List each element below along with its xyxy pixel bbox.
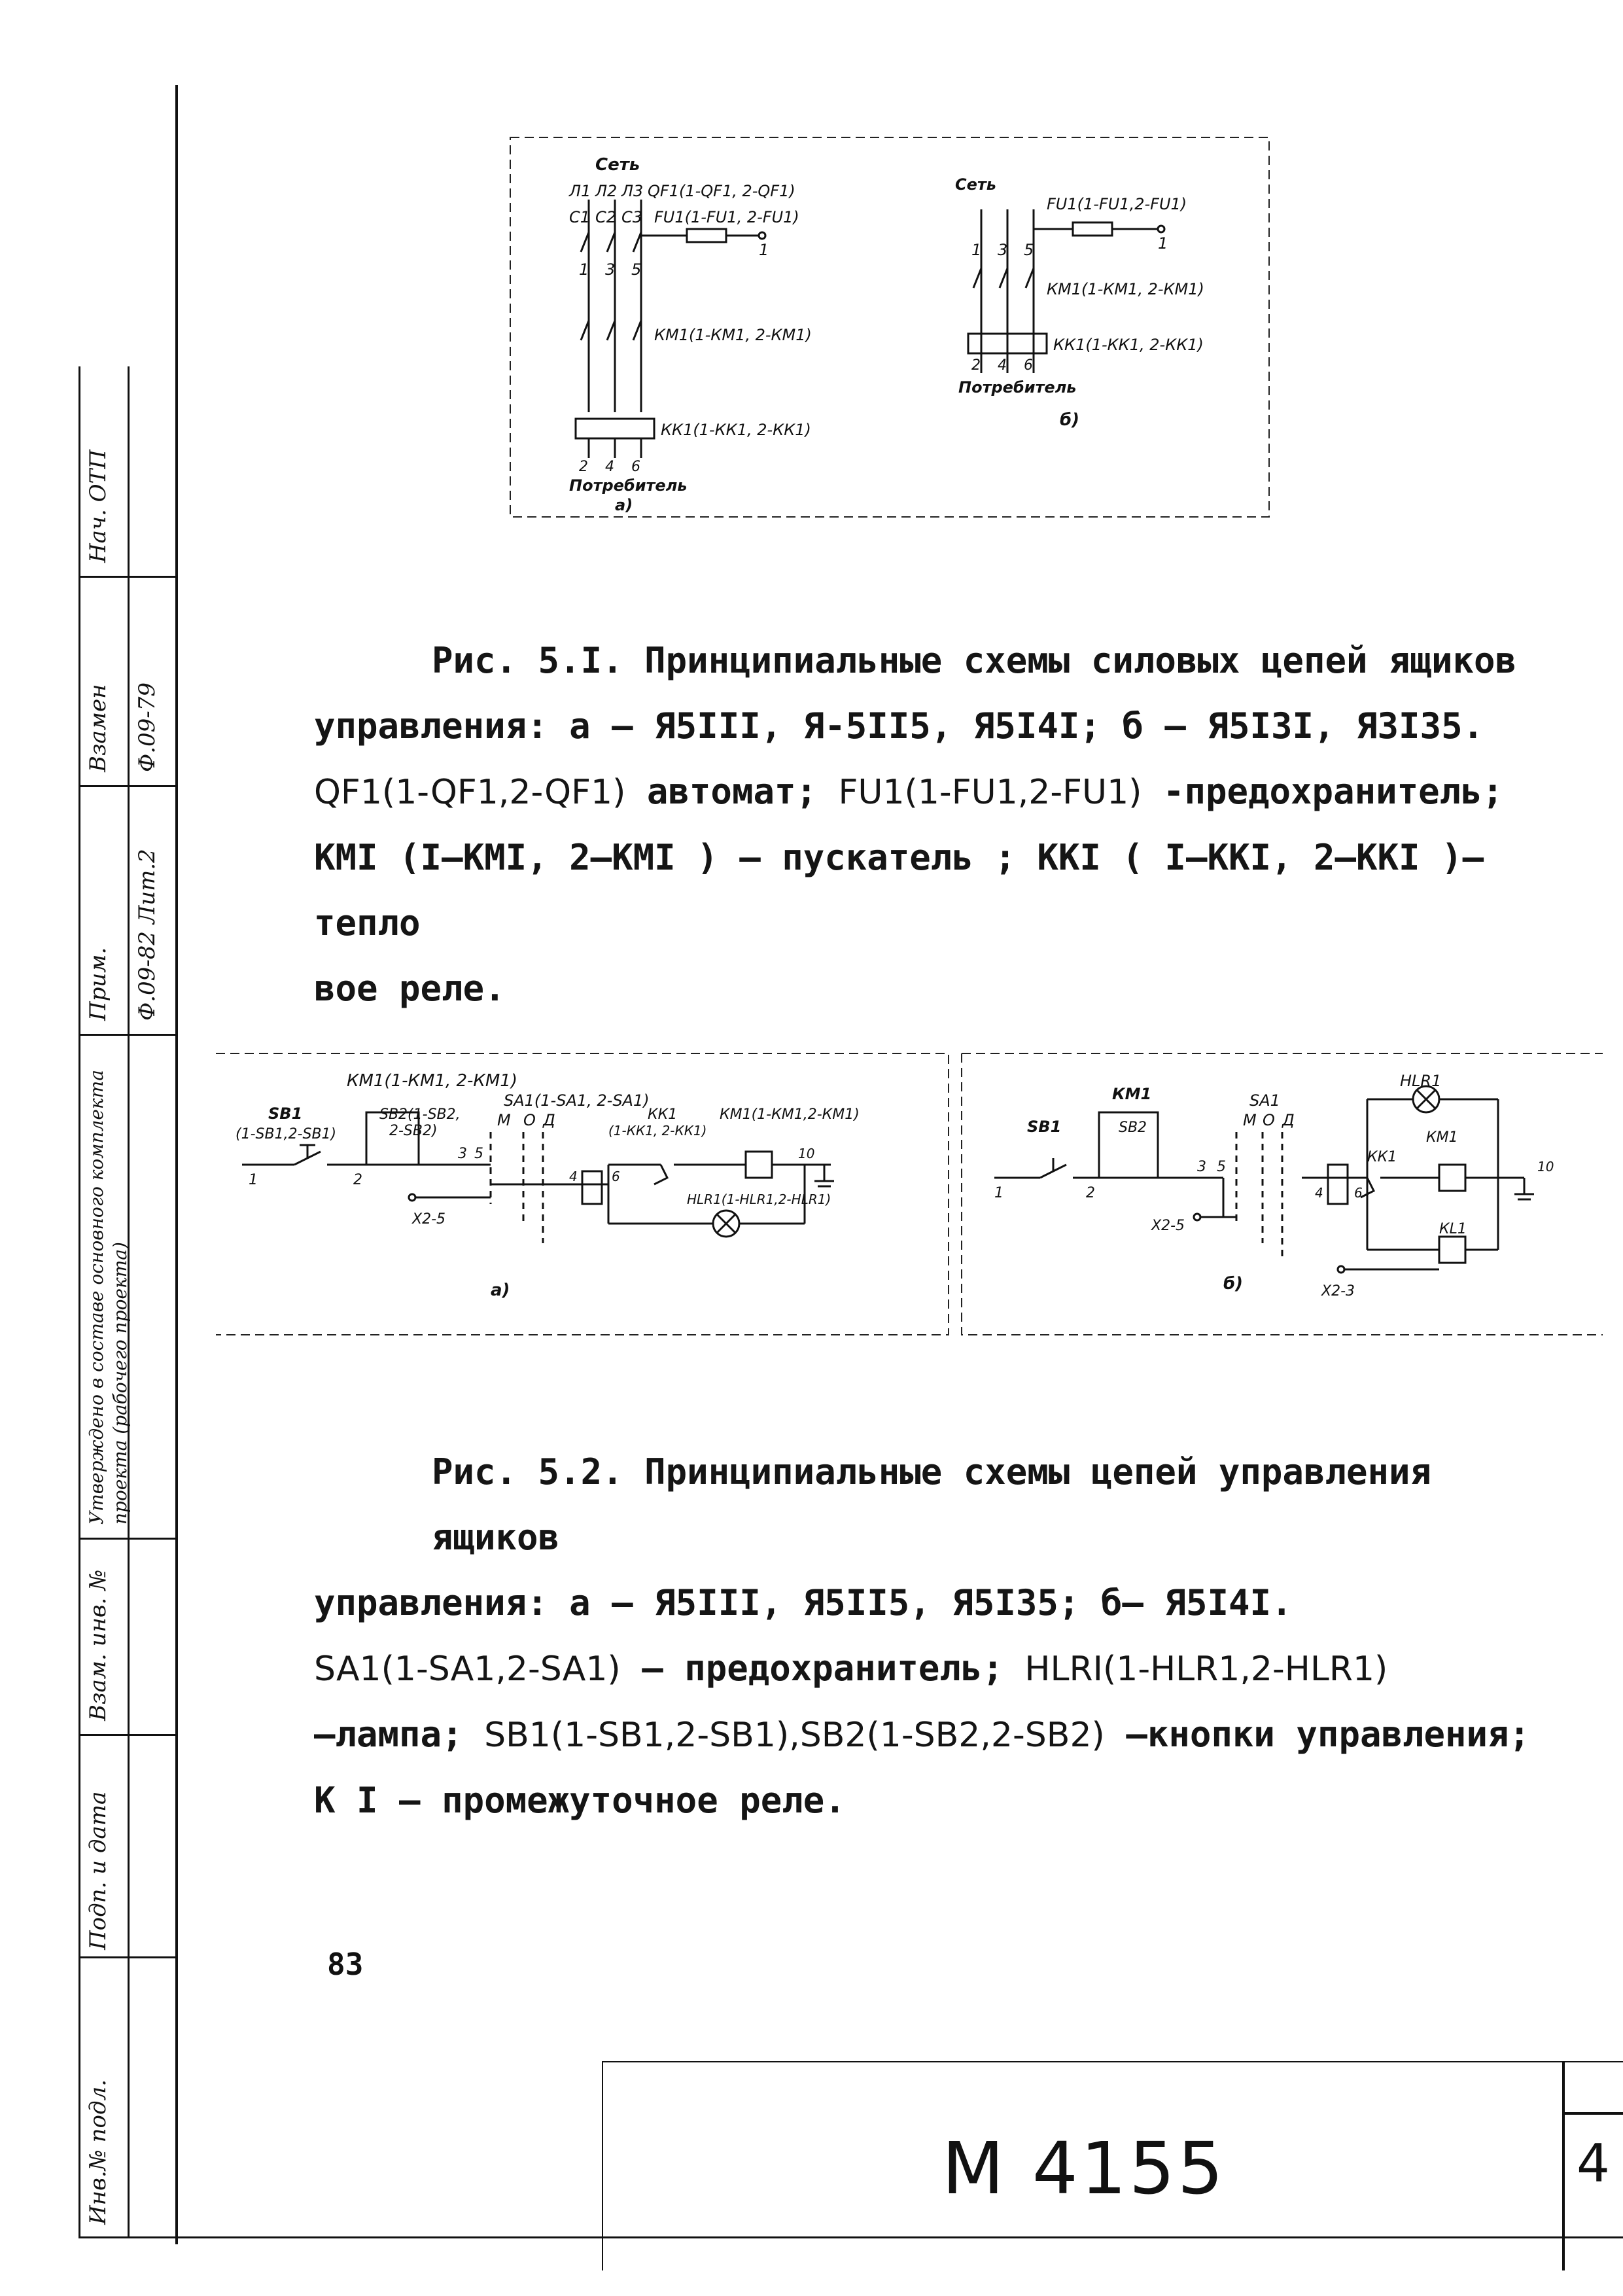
caption2-line3 (314, 1636, 1557, 1702)
sheet-number: 4 (1577, 2133, 1610, 2194)
fig1b-label: б) (1060, 410, 1080, 430)
title-block (602, 2061, 1623, 2270)
fig2a-n2: 2 (353, 1172, 362, 1188)
fig1a-l2: Л2 (595, 182, 618, 200)
fig2b-n5: 5 (1217, 1159, 1226, 1175)
fig1a-c2: С2 (595, 208, 617, 226)
fig1b-kk1: КК1(1-КК1, 2-КК1) (1053, 336, 1204, 354)
fig1a-l3: Л3 (621, 182, 644, 200)
fig1a-fu1: FU1(1-FU1, 2-FU1) (654, 208, 799, 226)
fig2b-sb2: SB2 (1119, 1120, 1147, 1136)
fig2b-m: М (1243, 1111, 1257, 1129)
caption1-line2: управления: а – Я5III, Я-5II5, Я5I4I; б – Я5I3I, Я3I35. (314, 705, 1484, 747)
fig1b-b2: 2 (971, 357, 981, 374)
stamp-inv-number: Инв.№ подл. (85, 2079, 111, 2225)
fig2b-n2: 2 (1086, 1185, 1095, 1201)
fig2b-n4: 4 (1315, 1185, 1323, 1201)
fig1b-network-label: Сеть (955, 175, 996, 194)
document-number: М 4155 (942, 2127, 1226, 2210)
fig1a-label: а) (615, 496, 633, 514)
fig2a-kk1-sub: (1-КК1, 2-КК1) (608, 1123, 707, 1139)
fig2b-label: б) (1223, 1274, 1244, 1294)
fig2a-n4: 4 (569, 1169, 578, 1184)
fig2a-n1: 1 (249, 1172, 258, 1188)
fig2b-n6: 6 (1354, 1185, 1363, 1201)
fig1b-fu1: FU1(1-FU1,2-FU1) (1047, 195, 1187, 213)
fig2b-o: О (1263, 1111, 1275, 1129)
fig2b-sb1: SB1 (1027, 1118, 1062, 1136)
fig2a-hlr1: HLR1(1-HLR1,2-HLR1) (687, 1192, 831, 1207)
fig1a-b4: 4 (605, 459, 614, 475)
fig1a-b2: 2 (579, 459, 588, 475)
caption2-sb-buttons: SB1(1-SB1,2-SB1),SB2(1-SB2,2-SB2) (484, 1716, 1105, 1755)
caption1-line4: КМI (I–КМI, 2–КМI ) – пускатель ; ККI ( I–ККI, 2–ККI )– тепло (314, 837, 1484, 944)
power-circuit-diagrams (497, 124, 1282, 543)
fig2b-n1: 1 (994, 1185, 1003, 1201)
fig2b-n10: 10 (1537, 1159, 1554, 1174)
caption-fig-5-1 (314, 628, 1557, 1021)
stamp-note: Прим. (85, 947, 111, 1021)
fig2a-kk1: КК1 (648, 1106, 678, 1123)
fig2b-kl1: КL1 (1439, 1221, 1467, 1237)
fig1a-kk1: КК1(1-КК1, 2-КК1) (661, 421, 811, 439)
fig1b-t3: 3 (998, 241, 1008, 259)
fig2a-n5: 5 (474, 1146, 483, 1162)
fig1a-consumer: Потребитель (569, 476, 688, 495)
fig2a-km1-top: КМ1(1-КМ1, 2-КМ1) (347, 1071, 517, 1091)
fig2a-n3: 3 (458, 1146, 467, 1162)
fig1b-t1: 1 (971, 241, 982, 259)
caption2-line4 (314, 1702, 1557, 1768)
fig2a-m: М (497, 1111, 511, 1129)
caption2-sa1: SA1(1-SA1,2-SA1) (314, 1650, 621, 1689)
caption1-qf1: QF1(1-QF1,2-QF1) (314, 773, 626, 812)
stamp-replaced-inv: Взам. инв. № (85, 1569, 111, 1721)
caption2-lamp-text: –лампа; (314, 1714, 485, 1755)
caption-fig-5-2 (314, 1439, 1557, 1833)
fig2a-sa1: SA1(1-SA1, 2-SA1) (504, 1091, 650, 1110)
caption2-hlr1: HLRI(1-HLR1,2-HLR1) (1024, 1650, 1388, 1689)
caption1-line5: вое реле. (314, 968, 506, 1009)
fig2b-kk1: КК1 (1367, 1149, 1397, 1165)
fig1a-t5: 5 (631, 260, 642, 279)
caption2-buttons-text: –кнопки управления; (1104, 1714, 1531, 1755)
fig1a-b6: 6 (631, 459, 640, 475)
fig1b-fu-out: 1 (1158, 234, 1168, 253)
fig2b-km1-coil: КМ1 (1426, 1129, 1458, 1146)
fig2b-n3: 3 (1197, 1159, 1206, 1175)
stamp-original-revision: Нач. ОТП (85, 450, 111, 563)
control-circuit-diagrams (216, 1034, 1603, 1348)
fig1b-consumer: Потребитель (958, 378, 1077, 397)
stamp-replaced-form: Ф.09-79 (134, 682, 160, 772)
fig1b-b4: 4 (998, 357, 1007, 374)
fig2a-n10: 10 (798, 1146, 815, 1161)
fig2a-d: Д (543, 1111, 555, 1129)
fig2b-sa1: SA1 (1249, 1091, 1280, 1110)
fig2a-o: О (523, 1111, 536, 1129)
side-stamp (79, 366, 177, 2238)
fig1a-km1: КМ1(1-КМ1, 2-КМ1) (654, 326, 812, 344)
caption1-fu1: FU1(1-FU1,2-FU1) (838, 773, 1142, 812)
caption1-fuse-text: -предохранитель; (1142, 771, 1504, 812)
caption2-line2: управления: а – Я5III, Я5II5, Я5I35; б– Я5I4I. (314, 1582, 1293, 1623)
fig1b-km1: КМ1(1-КМ1, 2-КМ1) (1047, 280, 1204, 298)
stamp-approved: Утверждено в составе основного комплекта проекта (рабочего проекта) (86, 1070, 131, 1525)
fig2a-label: а) (491, 1280, 510, 1300)
caption1-line1: Рис. 5.I. Принципиальные схемы силовых цепей ящиков (432, 640, 1517, 681)
stamp-sign-date: Подп. и дата (85, 1791, 111, 1950)
fig2a-km1-coil: КМ1(1-КМ1,2-КМ1) (720, 1106, 860, 1123)
fig1a-c3: С3 (621, 208, 643, 226)
fig1b-t5: 5 (1024, 241, 1034, 259)
fig1a-t3: 3 (605, 260, 616, 279)
fig2b-x23: Х2-3 (1321, 1283, 1355, 1299)
fig1a-fu-out: 1 (759, 241, 769, 259)
fig1a-t1: 1 (579, 260, 589, 279)
figure-5-2 (216, 1034, 1603, 1348)
caption1-line3 (314, 759, 1557, 825)
fig2b-d: Д (1282, 1111, 1295, 1129)
fig2b-x25: Х2-5 (1151, 1218, 1185, 1234)
caption2-line5: К I – промежуточное реле. (314, 1780, 846, 1821)
fig2a-n6: 6 (612, 1169, 620, 1184)
fig1a-network-label: Сеть (595, 155, 640, 175)
stamp-note-form: Ф.09-82 Лит.2 (134, 849, 160, 1021)
fig1b-b6: 6 (1024, 357, 1033, 374)
fig2b-hlr1: HLR1 (1400, 1072, 1442, 1090)
fig2a-sb2-sub: 2-SB2) (389, 1123, 438, 1139)
fig2a-sb1-sub: (1-SB1,2-SB1) (236, 1126, 337, 1142)
fig1a-c1: С1 (569, 208, 591, 226)
fig2a-x25: Х2-5 (412, 1211, 446, 1227)
fig1a-qf1: QF1(1-QF1, 2-QF1) (648, 182, 795, 200)
fig1a-l1: Л1 (569, 182, 591, 200)
caption1-automat: автомат; (625, 771, 839, 812)
fig2a-sb2: SB2(1-SB2, (379, 1106, 461, 1123)
caption2-line1: Рис. 5.2. Принципиальные схемы цепей управления ящиков (432, 1451, 1432, 1558)
fig2a-sb1: SB1 (268, 1104, 303, 1123)
figure-5-1 (497, 124, 1282, 543)
page-number: 83 (327, 1947, 364, 1982)
caption2-fuse-text: – предохранитель; (620, 1648, 1025, 1689)
fig2b-km1: КМ1 (1112, 1085, 1152, 1103)
stamp-replaced: Взамен (85, 684, 111, 772)
